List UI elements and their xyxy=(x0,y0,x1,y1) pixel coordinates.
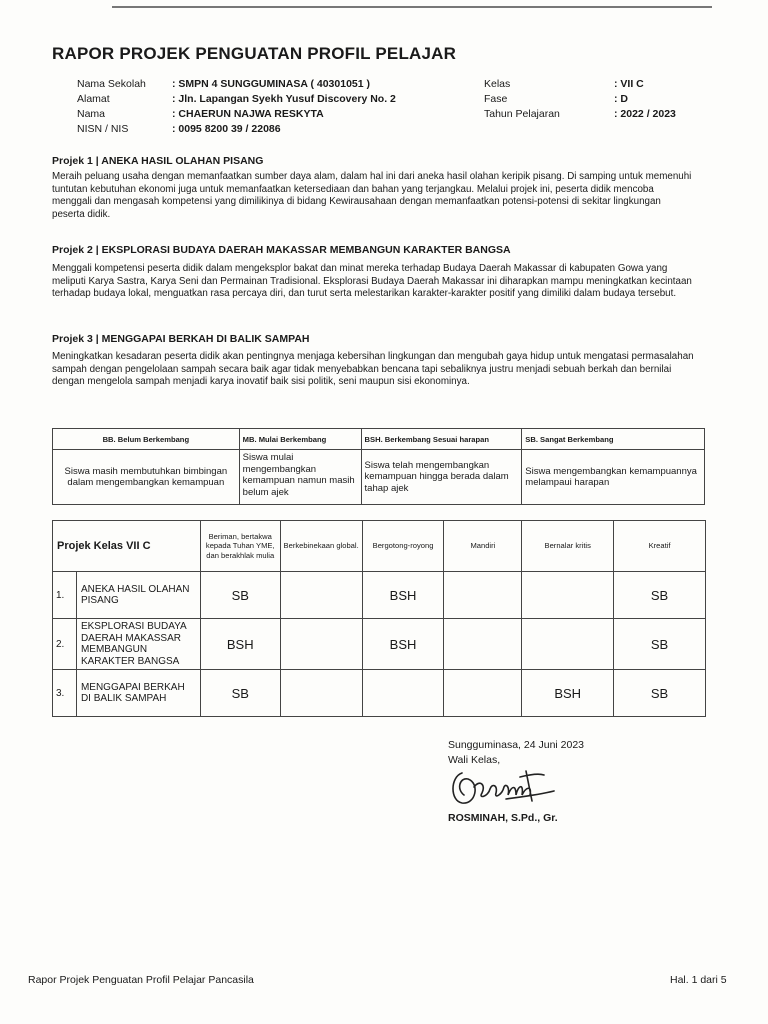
signature-role: Wali Kelas, xyxy=(448,754,501,766)
footer-page-number: Hal. 1 dari 5 xyxy=(670,974,727,986)
grade-cell xyxy=(280,619,362,670)
project-1-description: Meraih peluang usaha dengan memanfaatkan sumber daya alam, dalam hal ini dari aneka hasil olahan keripik pisang. Di samping untuk memenuhi tuntutan kebutuhan ekonomi juga untuk memanfaatkan ketersediaan dan bahan yang terjangkau. Melalui projek ini, peserta didik mencoba menggali dan mengasah kompetensi yang dimilikinya di bidang Kewirausahaan dengan memanfaatkan potensi-potensi di sekitar lingkungan peserta didik. xyxy=(52,171,692,220)
info-label: Nama xyxy=(77,108,106,120)
grade-cell: BSH xyxy=(362,572,444,619)
row-number: 2. xyxy=(53,619,77,670)
info-row-phase xyxy=(484,92,676,107)
row-number: 1. xyxy=(53,572,77,619)
info-row-name xyxy=(77,107,396,122)
handwritten-signature xyxy=(446,765,561,810)
school-info xyxy=(77,77,396,137)
grades-header-project: Projek Kelas VII C xyxy=(53,521,201,572)
info-value: : D xyxy=(614,93,628,105)
row-project-name: MENGGAPAI BERKAH DI BALIK SAMPAH xyxy=(76,670,200,717)
info-row-year xyxy=(484,107,676,122)
grade-cell xyxy=(444,619,522,670)
class-info xyxy=(484,77,676,122)
info-label: Nama Sekolah xyxy=(77,78,146,90)
info-value: : 0095 8200 39 / 22086 xyxy=(172,123,281,135)
report-title: RAPOR PROJEK PENGUATAN PROFIL PELAJAR xyxy=(52,44,457,63)
signature-place-date: Sungguminasa, 24 Juni 2023 xyxy=(448,739,585,751)
grades-header-beriman: Beriman, bertakwa kepada Tuhan YME, dan berakhlak mulia xyxy=(200,521,280,572)
table-row xyxy=(53,572,706,619)
row-project-name: EKSPLORASI BUDAYA DAERAH MAKASSAR MEMBANGUN KARAKTER BANGSA xyxy=(76,619,200,670)
legend-code-bsh: BSH. Berkembang Sesuai harapan xyxy=(361,429,522,450)
row-project-name: ANEKA HASIL OLAHAN PISANG xyxy=(76,572,200,619)
grade-cell: BSH xyxy=(522,670,614,717)
info-label: Alamat xyxy=(77,93,110,105)
grade-cell: BSH xyxy=(362,619,444,670)
info-row-address xyxy=(77,92,396,107)
info-label: Tahun Pelajaran xyxy=(484,108,560,120)
legend-code-bb: BB. Belum Berkembang xyxy=(53,429,240,450)
grade-cell xyxy=(444,670,522,717)
project-3-heading: Projek 3 | MENGGAPAI BERKAH DI BALIK SAMPAH xyxy=(52,333,310,345)
info-value: : VII C xyxy=(614,78,644,90)
grade-cell xyxy=(522,572,614,619)
grade-cell: SB xyxy=(200,572,280,619)
grade-cell xyxy=(362,670,444,717)
grade-cell: SB xyxy=(614,572,706,619)
legend-desc-bb: Siswa masih membutuhkan bimbingan dalam mengembangkan kemampuan xyxy=(53,450,240,505)
grades-header-kreatif: Kreatif xyxy=(614,521,706,572)
grade-cell: BSH xyxy=(200,619,280,670)
legend-desc-bsh: Siswa telah mengembangkan kemampuan hingga berada dalam tahap ajek xyxy=(361,450,522,505)
info-row-nisn xyxy=(77,122,396,137)
info-value: : SMPN 4 SUNGGUMINASA ( 40301051 ) xyxy=(172,78,370,90)
project-grades-table xyxy=(52,520,706,717)
grades-header-row xyxy=(53,521,706,572)
grade-cell: SB xyxy=(614,619,706,670)
grades-header-gotong-royong: Bergotong-royong xyxy=(362,521,444,572)
info-label: Kelas xyxy=(484,78,511,90)
row-number: 3. xyxy=(53,670,77,717)
grades-header-kebinekaan: Berkebinekaan global. xyxy=(280,521,362,572)
grade-cell: SB xyxy=(614,670,706,717)
info-row-class xyxy=(484,77,676,92)
info-label: NISN / NIS xyxy=(77,123,129,135)
legend-desc-mb: Siswa mulai mengembangkan kemampuan namun masih belum ajek xyxy=(239,450,361,505)
footer-title: Rapor Projek Penguatan Profil Pelajar Pancasila xyxy=(28,974,254,986)
grading-legend-table xyxy=(52,428,705,505)
project-2-description: Menggali kompetensi peserta didik dalam mengeksplor bakat dan minat mereka terhadap Budaya Daerah Makassar di kabupaten Gowa yang meliputi Karya Sastra, Karya Seni dan Permainan Tradisional. Eksplorasi Budaya Daerah Makassar ini diharapkan mampu meningkatkan kecintaan terhadap budaya lokal, menguatkan rasa percaya diri, dan turut serta melestarikan karakter-karakter positif yang dimiliki dalam budaya tersebut. xyxy=(52,263,692,300)
legend-code-mb: MB. Mulai Berkembang xyxy=(239,429,361,450)
grade-cell: SB xyxy=(200,670,280,717)
grade-cell xyxy=(280,572,362,619)
legend-code-sb: SB. Sangat Berkembang xyxy=(522,429,705,450)
grade-cell xyxy=(522,619,614,670)
project-1-heading: Projek 1 | ANEKA HASIL OLAHAN PISANG xyxy=(52,155,264,167)
info-row-school xyxy=(77,77,396,92)
grade-cell xyxy=(280,670,362,717)
info-value: : Jln. Lapangan Syekh Yusuf Discovery No. 2 xyxy=(172,93,396,105)
info-value: : 2022 / 2023 xyxy=(614,108,676,120)
info-value: : CHAERUN NAJWA RESKYTA xyxy=(172,108,324,120)
grades-header-mandiri: Mandiri xyxy=(444,521,522,572)
info-label: Fase xyxy=(484,93,508,105)
signature-name: ROSMINAH, S.Pd., Gr. xyxy=(448,812,558,824)
grade-cell xyxy=(444,572,522,619)
top-border-line xyxy=(112,6,712,8)
legend-desc-sb: Siswa mengembangkan kemampuannya melampaui harapan xyxy=(522,450,705,505)
grades-header-bernalar-kritis: Bernalar kritis xyxy=(522,521,614,572)
table-row xyxy=(53,619,706,670)
table-row xyxy=(53,670,706,717)
project-2-heading: Projek 2 | EKSPLORASI BUDAYA DAERAH MAKASSAR MEMBANGUN KARAKTER BANGSA xyxy=(52,244,511,256)
project-3-description: Meningkatkan kesadaran peserta didik akan pentingnya menjaga kebersihan lingkungan dan mengubah gaya hidup untuk mengatasi permasalahan sampah dengan pengelolaan sampah secara baik agar tidak menyebabkan bencana tapi sebaliknya justru menjadi sebuah berkah dan bernilai dengan mengelola sampah menjadi karya inovatif baik sisi politik, seni maupun sisi ekonominya. xyxy=(52,351,694,388)
